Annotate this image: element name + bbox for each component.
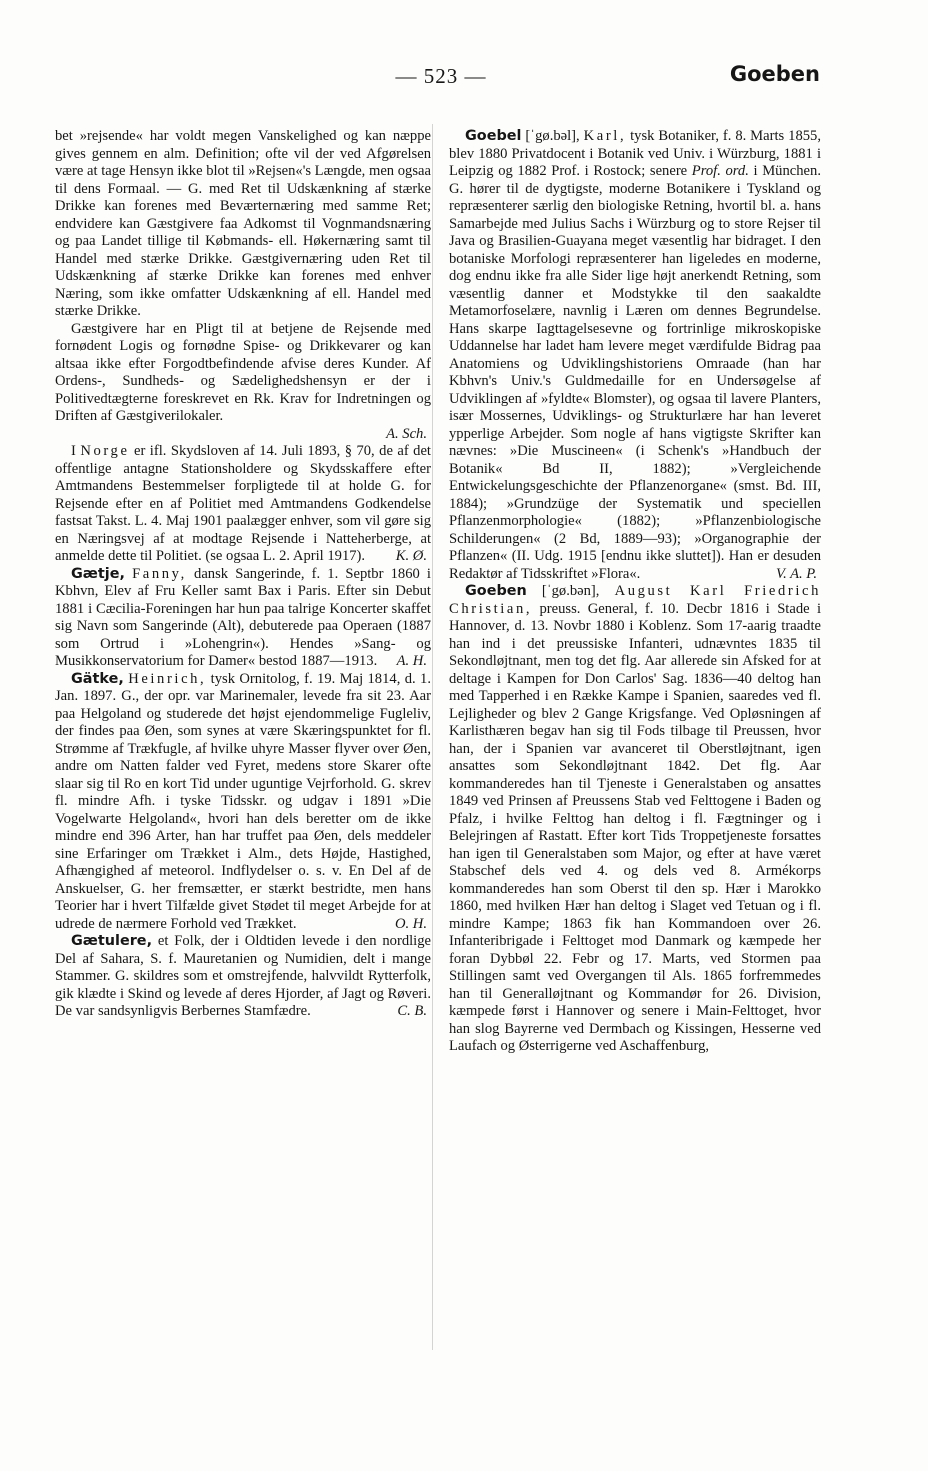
entry-headword: Goeben bbox=[465, 583, 527, 599]
entry-name: Fanny, bbox=[132, 565, 187, 582]
entry-name: Karl, bbox=[583, 128, 627, 144]
column-divider bbox=[432, 124, 433, 1350]
entry-text: tysk Botaniker, f. 8. Marts 1855, blev 1880 Privatdocent i Botanik ved Univ. i Würzburg, 1881 i Leipzig og 1882 Prof. i Rostock; senere bbox=[449, 128, 821, 179]
entry-name: Heinrich, bbox=[128, 670, 207, 687]
author-signature: A. H. bbox=[396, 653, 427, 669]
left-column bbox=[55, 128, 431, 1021]
entry-headword: Gætulere, bbox=[71, 933, 153, 949]
entry-goebel bbox=[449, 128, 821, 583]
author-signature: O. H. bbox=[394, 915, 427, 932]
paragraph-continuation: bet »rejsende« har voldt megen Vanskelighed og kan næppe gives gennem en alm. Definition; ofte vil der ved Afgørelsen være at tage Hensyn ikke blot til »Rejsen«'s Længde, men ogsaa til dens Formaal. — G. med Ret til Udskænkning af stærke Drikke kan forenes med Beværternæring med samme Ret; endvidere kan Gæstgivere faa Adkomst til Vognmandsnæring og paa Landet tillige til Købmands- ell. Høkernæring samt til Handel med stærke Drikke. Gæstgivernæring uden Ret til Udskænkning af stærke Drikke kan forenes med enhver Næring, som ikke omfatter Udskænkning af ell. Handel med stærke Drikke. bbox=[55, 128, 431, 319]
entry-pronunciation: [ˈgø.bəl], bbox=[525, 128, 580, 144]
entry-headword: Goebel bbox=[465, 128, 522, 144]
paragraph-text: er ifl. Skydsloven af 14. Juli 1893, § 70, de af det offentlige antagne Stationsholdere og Skydsskaffere efter Amtmandens Bestemmelser forpligtede til at holde G. for Rejsende efter en af Politiet med Amtmandens Godkendelse fastsat Takst. L. 4. Maj 1901 paalægger enhver, som vil gøre sig en Næringsvej af at modtage Rejsende i Natteherberge, at anmelde dette til Politiet. (se ogsaa L. 2. April 1917). bbox=[55, 443, 431, 564]
paragraph-start: I bbox=[71, 443, 76, 459]
entry-text: tysk Ornitolog, f. 19. Maj 1814, d. 1. Jan. 1897. G., der opr. var Marinemaler, levede fra sit 23. Aar paa Helgoland og studerede det højst ejendommelige Fugleliv, der findes paa Øen, som synes at være Skæringspunktet for fl. Strømme af Trækfugle, af hvilke uhyre Masser flyver over Øen, andre om Natten falder ved Fyret, medens store Skarer ofte slaar sig til Ro en kort Tid under uguntige Vejrforhold. G. skrev fl. mindre Afh. i tyske Tidsskr. og udgav i 1891 »Die Vogelwarte Helgoland«, hvori han dels beretter om de ikke mindre end 396 Arter, han har truffet paa Øen, dels meddeler sine Erfaringer om Trækket i Alm., dets Højde, Hastighed, Afhængighed af meteorol. Indflydelser o. s. v. En Del af de Anskuelser, G. her fremsætter, er stærkt bestridte, men hans Teorier har i hvert Tilfælde givet Stødet til meget Arbejde for at udrede de nærmere Forhold ved Trækket. bbox=[55, 670, 431, 932]
entry-goeben bbox=[449, 583, 821, 1056]
entry-pronunciation: [ˈgø.bən], bbox=[541, 583, 600, 599]
paragraph-norge bbox=[55, 443, 431, 566]
entry-text: et Folk, der i Oldtiden levede i den nordlige Del af Sahara, S. f. Mauretanien og Numidien, delt i mange Stammer. G. skildres som et omstrejfende, halvvildt Rytterfolk, gik klædte i Skind og levede af deres Hjorder, af Jagt og Røveri. De var sandsynligvis Berbernes Stamfædre. bbox=[55, 933, 431, 1019]
author-signature: K. Ø. bbox=[395, 548, 427, 564]
entry-gaetje bbox=[55, 566, 431, 671]
entry-headword: Gätke, bbox=[71, 670, 124, 687]
entry-text-continued: i München. G. hører til de dygtigste, moderne Botanikere i Tyskland og repræsenterer særlig den biologiske Retning, hvortil bl. a. hans Samarbejde med Julius Sachs i Würzburg og to store Rejser til Java og Brasilien-Guayana meget væsentlig har bidraget. I den botaniske Morfologi repræsenterer han ligeledes en moderne, dog endnu ikke fra alle Sider lige højt anerkendt Retning, som væsentlig danner et Modstykke til den saakaldte Metamorfoselære, navnlig i Læren om dennes Begrundelse. Hans skarpe Iagttagelsesevne og fortrinlige mikroskopiske Uddannelse har ladet ham levere meget værdifulde Bidrag paa Anatomiens og Udviklingshistoriens Omraade (han har Kbhvn's Univ.'s Guldmedaille for en Undersøgelse af Udviklingen af »fyldte« Blomster), og ogsaa til lavere Planters, især Mossernes, Udviklings- og Strukturlære har han leveret ypperlige Arbejder. Som nogle af hans vigtigste Skrifter kan nævnes: »Die Muscineen« (i Schenk's »Handbuch der Botanik« Bd II, 1882); »Vergleichende Entwickelungsgeschichte der Pflanzenorgane« (smst. Bd. III, 1884); »Grundzüge der Systematik und speciellen Pflanzenmorphologie« (1882); »Pflanzenbiologische Schilderungen« (2 Bd, 1889—93); »Organographie der Pflanzen« (II. Udg. 1915 [endnu ikke sluttet]). Han er desuden Redaktør af Tidsskriftet »Flora«. bbox=[449, 163, 821, 582]
author-signature: C. B. bbox=[397, 1003, 427, 1019]
entry-gaetulere bbox=[55, 933, 431, 1021]
entry-italic-term: Prof. ord. bbox=[691, 163, 749, 179]
spaced-term: Norge bbox=[80, 443, 130, 459]
entry-text: preuss. General, f. 10. Decbr 1816 i Stade i Hannover, d. 13. Novbr 1880 i Koblenz. Som 17-aarig traadte han ind i det preussiske Infanteri, udnævntes 1835 til Sekondløjtnant, men tog det flg. Aar allerede sin Afsked for at deltage i Kampen for Don Carlos' Sag. 1836—40 deltog han med Tapperhed i en Række Kampe i Spanien, saaredes ved fl. Lejligheder og blev 2 Gange Krigsfange. Ved Opløsningen af Karlisthæren begav han sig til Fods tilbage til Preussen, hvor han, der i Spanien var avanceret til Oberstløjtnant, igen ansattes som Sekondløjtnant 1842. Det flg. Aar kommanderedes han til Tjeneste i Generalstaben og ansattes 1849 ved Prinsen af Preussens Stab ved Felttogene i Baden og Pfalz, i hvilke Felttog han deltog i fl. Fægtninger og i Belejringen af Rastatt. Efter kort Tids Troppetjeneste forsattes han igen til Generalstaben som Major, og efter at have været Stabschef dels ved 4. og dels ved 8. Armékorps kommanderedes han som Oberst til den sp. Hær i Marokko 1860, med hvilken Hær han deltog i Slaget ved Tetuan og i fl. mindre Kampe; 1863 fik han Kommandoen over 26. Infanteribrigade i Felttoget mod Danmark og kæmpede her foran Dybbøl 22. Febr og 17. Marts, ved Stormen paa Stillingen samt ved Overgangen til Als. 1865 forfremmedes han til Generalløjtnant og Kommandør for 26. Division, kæmpede først i Hannover og senere i Main-Felttoget, hvor han slog Bayrerne ved Dermbach og Kissingen, Hesserne ved Laufach og Østerrigerne ved Aschaffenburg, bbox=[449, 600, 821, 1054]
author-signature: V. A. P. bbox=[776, 565, 817, 582]
paragraph-text: Gæstgivere har en Pligt til at betjene de Rejsende med fornødent Logis og fornødne Spise- og Drikkevarer og kan altsaa ikke efter Forgodtbefindende afvise deres Kunder. Af Ordens-, Sundheds- og Sædelighedshensyn er der i Politivedtægterne foreskrevet en Rk. Krav for Indretningen og Driften af Gæstgiverilokaler. bbox=[55, 320, 431, 424]
entry-text: dansk Sangerinde, f. 1. Septbr 1860 i Kbhvn, Elev af Fru Keller samt Bax i Paris. Efter sin Debut 1881 i Cæcilia-Foreningen har hun paa talrige Koncerter skaffet sig Navn som Sangerinde (Alt), debuterede paa Operaen (1887 som Ortrud i »Lohengrin«). Hendes »Sang- og Musikkonservatorium for Damer« bestod 1887—1913. bbox=[55, 565, 431, 669]
paragraph-gaestgivere bbox=[55, 321, 431, 444]
running-head: Goeben bbox=[729, 62, 820, 86]
author-signature: A. Sch. bbox=[386, 425, 427, 442]
entry-gaetke bbox=[55, 671, 431, 934]
page-header bbox=[0, 64, 928, 98]
entry-headword: Gætje, bbox=[71, 565, 125, 582]
entry-name: August Karl Friedrich Christian, bbox=[449, 583, 821, 617]
page-number: — 523 — bbox=[395, 64, 487, 88]
right-column bbox=[449, 128, 821, 1056]
